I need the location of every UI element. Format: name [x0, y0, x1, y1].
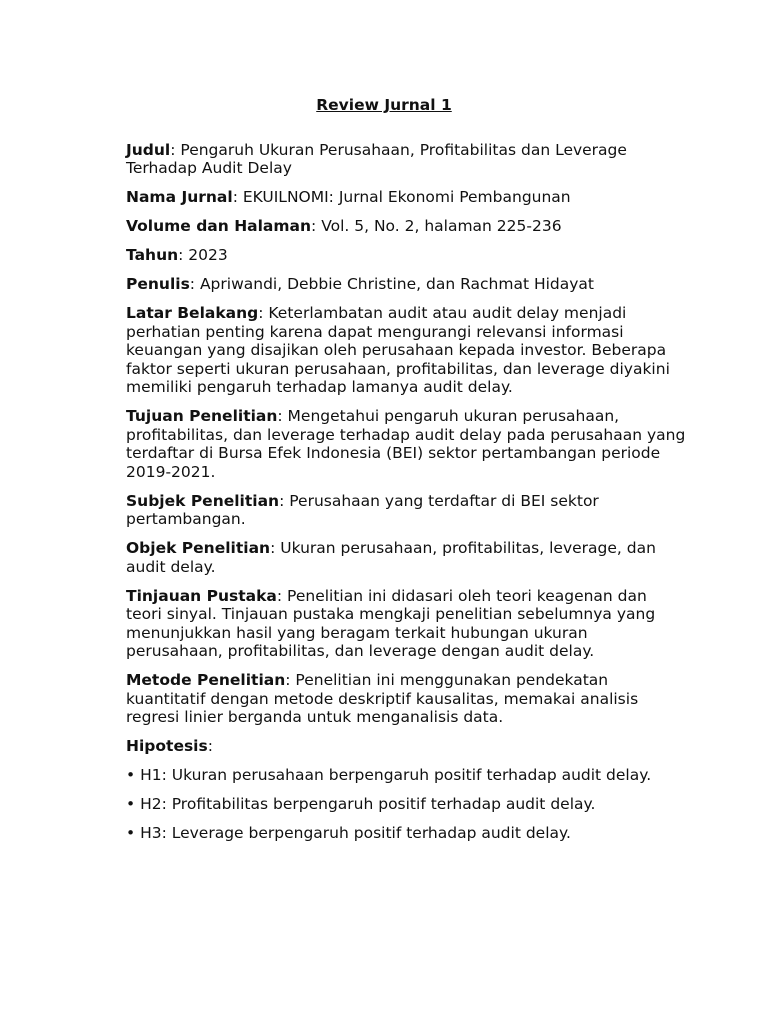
field-label: Objek Penelitian	[126, 539, 271, 557]
field-penulis	[126, 275, 686, 294]
field-hipotesis	[126, 737, 686, 756]
document-title: Review Jurnal 1	[316, 96, 452, 114]
field-label: Tinjauan Pustaka	[126, 586, 277, 605]
field-label: Latar Belakang	[126, 304, 259, 322]
field-nama-jurnal	[126, 188, 686, 207]
field-volume-halaman	[126, 217, 686, 236]
field-latar-belakang	[126, 304, 686, 397]
field-tinjauan-pustaka	[126, 587, 686, 661]
field-value: : EKUILNOMI: Jurnal Ekonomi Pembangunan	[232, 188, 571, 206]
field-value: : Penelitian ini menggunakan pendekatan kuantitatif dengan metode deskriptif kausalitas, memakai analisis regresi linier berganda untuk menganalisis data.	[126, 671, 639, 726]
field-value: : Vol. 5, No. 2, halaman 225-236	[311, 217, 562, 235]
field-metode-penelitian	[126, 671, 686, 727]
field-label: Hipotesis	[126, 737, 208, 755]
field-judul	[126, 141, 686, 178]
field-label: Subjek Penelitian	[126, 491, 280, 510]
field-value: : Ukuran perusahaan, profitabilitas, leverage, dan audit delay.	[126, 539, 656, 576]
field-subjek-penelitian	[126, 492, 686, 529]
document-page	[126, 96, 686, 853]
field-objek-penelitian	[126, 539, 686, 576]
field-value: : Keterlambatan audit atau audit delay menjadi perhatian penting karena dapat mengurangi relevansi informasi keuangan yang disajikan oleh perusahaan kepada investor. Beberapa faktor seperti ukuran perusahaan, profitabilitas, dan leverage diyakini memiliki pengaruh terhadap lamanya audit delay.	[126, 304, 670, 396]
field-label: Volume dan Halaman	[126, 217, 312, 235]
field-label: Metode Penelitian	[126, 671, 286, 689]
field-label: Judul	[126, 140, 171, 159]
field-label: Tahun	[126, 246, 179, 264]
field-label: Tujuan Penelitian	[126, 407, 278, 425]
field-value: : Apriwandi, Debbie Christine, dan Rachmat Hidayat	[189, 275, 594, 293]
field-value: : Perusahaan yang terdaftar di BEI sektor pertambangan.	[126, 491, 599, 528]
field-value: : Penelitian ini didasari oleh teori keagenan dan teori sinyal. Tinjauan pustaka mengkaji penelitian sebelumnya yang menunjukkan hasil yang beragam terkait hubungan ukuran perusahaan, profitabilitas, dan leverage dengan audit delay.	[126, 586, 656, 660]
field-value: : Mengetahui pengaruh ukuran perusahaan, profitabilitas, dan leverage terhadap audit delay pada perusahaan yang terdaftar di Bursa Efek Indonesia (BEI) sektor pertambangan periode 2019-2021.	[126, 407, 686, 481]
hypothesis-item: • H1: Ukuran perusahaan berpengaruh positif terhadap audit delay.	[126, 766, 652, 784]
hypothesis-item: • H3: Leverage berpengaruh positif terhadap audit delay.	[126, 824, 571, 842]
field-tahun	[126, 246, 686, 265]
field-label: Nama Jurnal	[126, 188, 233, 206]
field-value: : 2023	[178, 246, 228, 264]
field-value: : Pengaruh Ukuran Perusahaan, Profitabilitas dan Leverage Terhadap Audit Delay	[126, 140, 627, 177]
field-tujuan-penelitian	[126, 407, 686, 481]
field-value: :	[207, 737, 213, 755]
hypothesis-item: • H2: Profitabilitas berpengaruh positif terhadap audit delay.	[126, 795, 596, 813]
field-label: Penulis	[126, 275, 190, 293]
